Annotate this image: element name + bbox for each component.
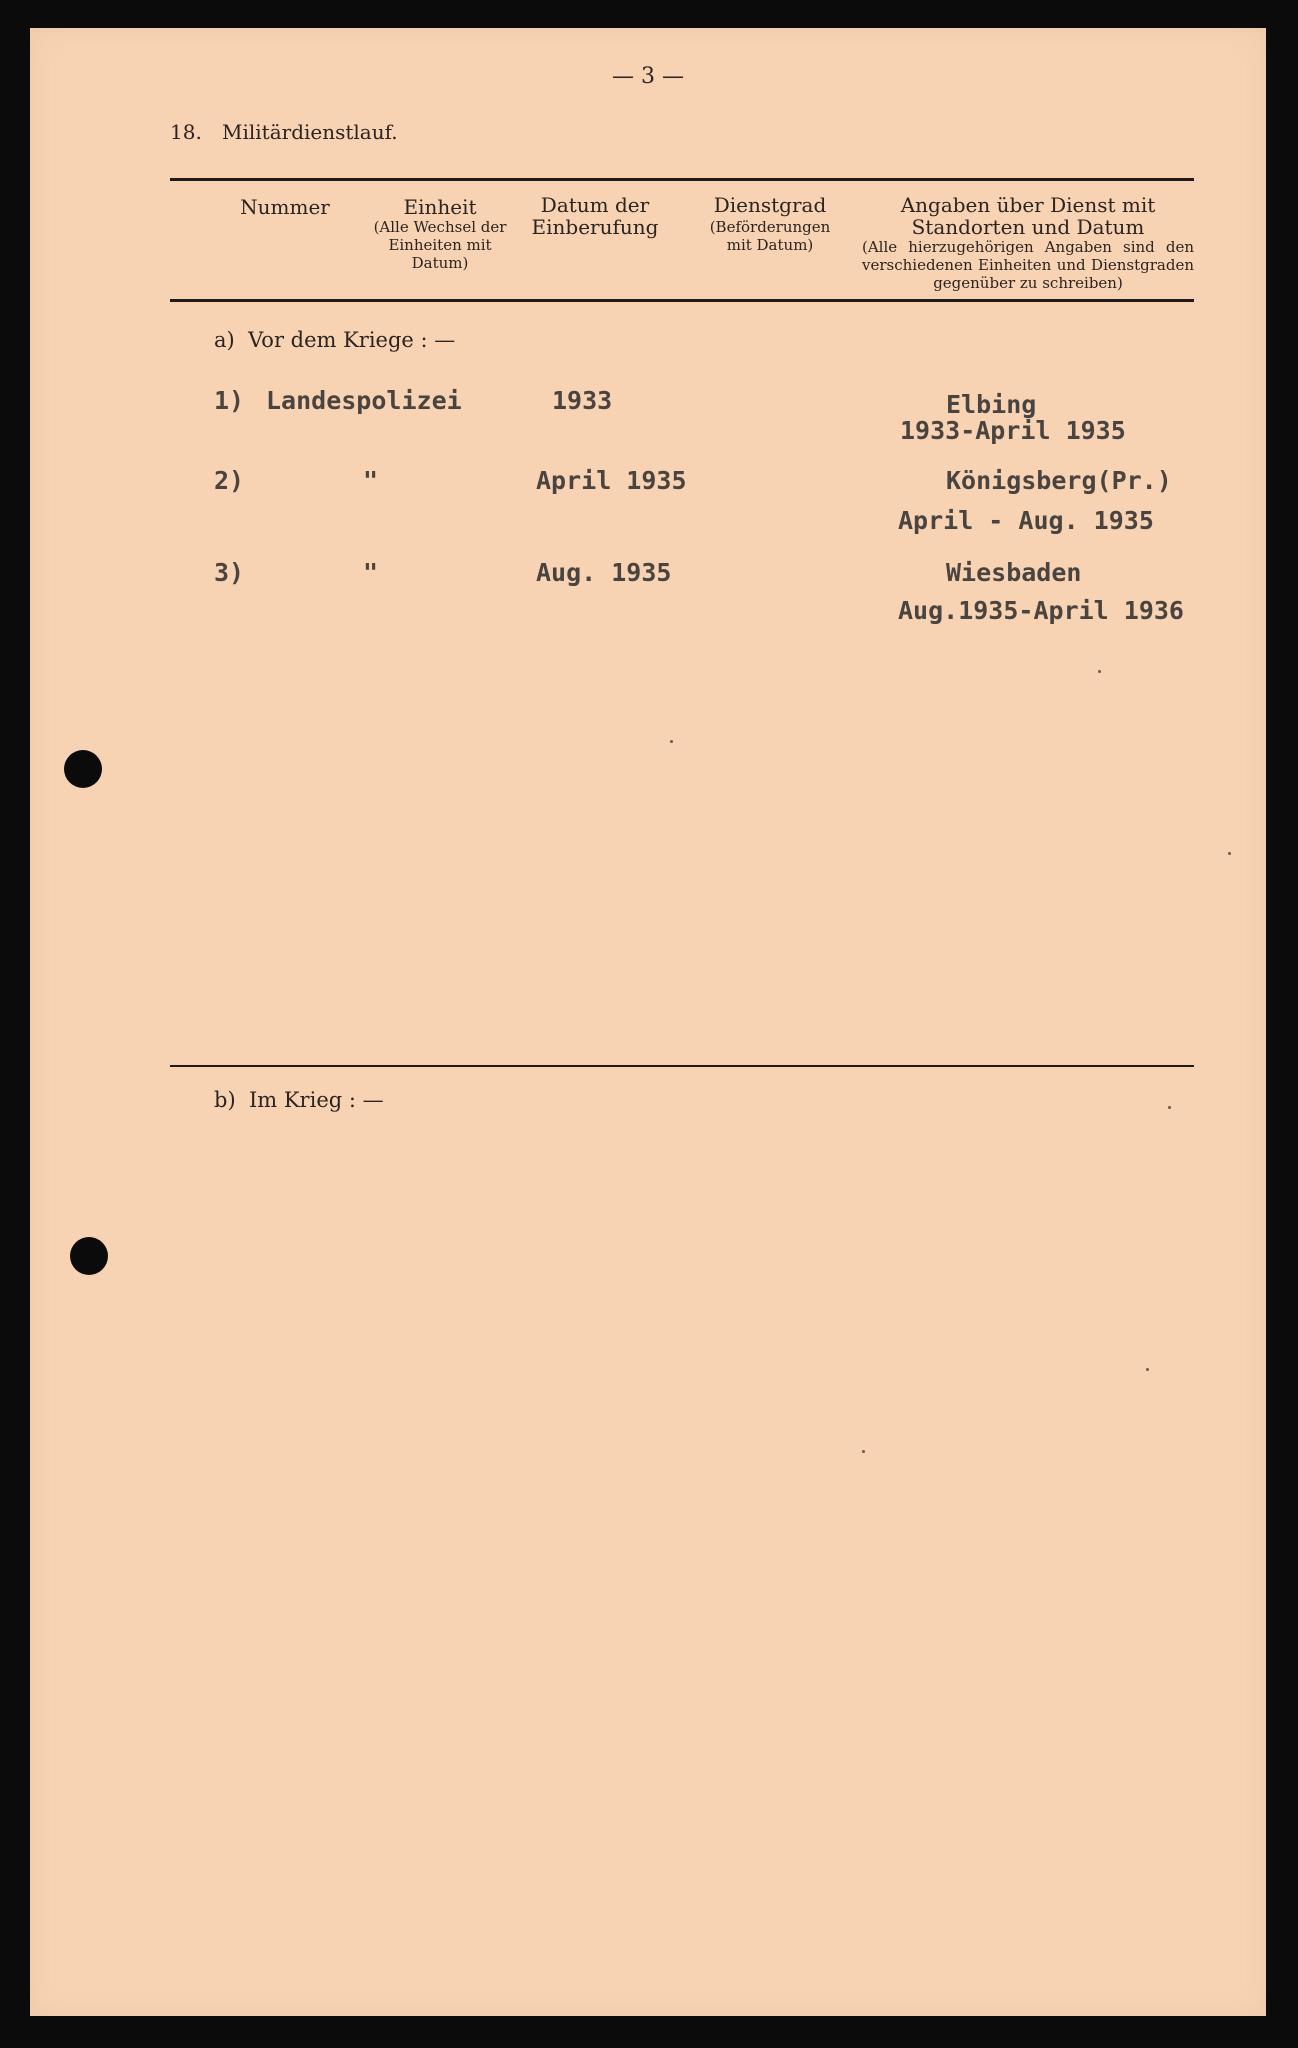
section-title: Militärdienstlauf. bbox=[222, 120, 398, 144]
before-war-label: a) Vor dem Kriege : — bbox=[214, 328, 456, 352]
entry-number: 3) bbox=[214, 558, 245, 587]
entry-unit: Landespolizei bbox=[266, 386, 462, 415]
column-header-angaben: Angaben über Dienst mit Standorten und Datum bbox=[900, 193, 1156, 239]
paper-speck bbox=[1098, 670, 1101, 673]
paper-speck bbox=[1146, 1368, 1149, 1371]
entry-period: 1933-April 1935 bbox=[900, 416, 1126, 445]
paper-speck bbox=[1228, 852, 1231, 855]
header-bottom-rule bbox=[170, 299, 1194, 302]
column-header-nummer: Nummer bbox=[240, 195, 330, 219]
entry-number: 1) bbox=[214, 386, 245, 415]
entry-unit-ditto: " bbox=[363, 558, 379, 587]
document-page bbox=[30, 28, 1266, 2016]
entry-number: 2) bbox=[214, 466, 245, 495]
entry-place: Elbing bbox=[946, 390, 1037, 419]
column-note-angaben: (Alle hierzugehörigen Angaben sind den verschiedenen Einheiten und Dienstgraden gegenüber zu schreiben) bbox=[862, 238, 1194, 292]
entry-date: 1933 bbox=[552, 386, 613, 415]
entry-period: April - Aug. 1935 bbox=[898, 506, 1154, 535]
punch-hole bbox=[70, 1237, 108, 1275]
page-number: — 3 — bbox=[612, 64, 684, 89]
entry-unit-ditto: " bbox=[363, 466, 379, 495]
entry-date: April 1935 bbox=[536, 466, 687, 495]
paper-speck bbox=[1168, 1106, 1171, 1109]
column-header-dienstgrad: Dienstgrad bbox=[713, 193, 827, 217]
section-divider bbox=[170, 1065, 1194, 1067]
header-top-rule bbox=[170, 178, 1194, 181]
in-war-label: b) Im Krieg : — bbox=[214, 1088, 384, 1112]
column-note-dienstgrad: (Beförderungen mit Datum) bbox=[709, 218, 831, 254]
entry-date: Aug. 1935 bbox=[536, 558, 672, 587]
entry-period: Aug.1935-April 1936 bbox=[898, 596, 1184, 625]
column-header-einheit: Einheit bbox=[403, 195, 477, 219]
section-number: 18. bbox=[170, 120, 202, 144]
paper-speck bbox=[670, 740, 673, 743]
entry-place: Wiesbaden bbox=[946, 558, 1082, 587]
column-header-datum: Datum der Einberufung bbox=[531, 193, 659, 239]
punch-hole bbox=[64, 750, 102, 788]
paper-speck bbox=[862, 1450, 865, 1453]
entry-place: Königsberg(Pr.) bbox=[946, 466, 1172, 495]
column-note-einheit: (Alle Wechsel der Einheiten mit Datum) bbox=[373, 218, 507, 272]
